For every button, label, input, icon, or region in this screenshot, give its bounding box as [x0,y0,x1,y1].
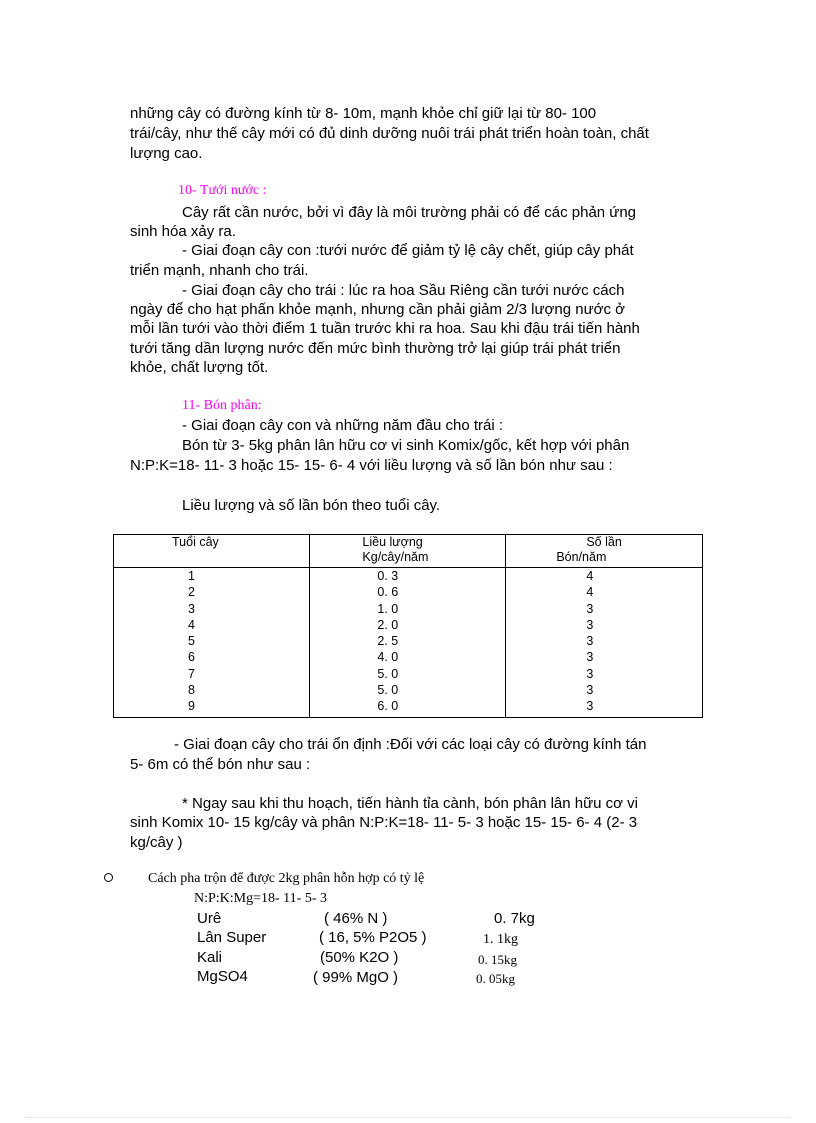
mix-item-amount: 0. 15kg [478,952,517,967]
stable-note-line: kg/cây ) [130,834,183,851]
mix-item-content: ( 99% MgO ) [313,969,399,986]
age-column [114,568,310,718]
table-cell: 4. 0 [377,650,399,665]
section-10-heading: 10- Tưới nước : [178,183,267,198]
section-10-line: Cây rất cần nước, bởi vì đây là môi trường phải có để các phản ứng [182,204,637,221]
stable-note-line: sinh Komix 10- 15 kg/cây và phân N:P:K=18- 11- 5- 3 hoặc 15- 15- 6- 4 (2- 3 [130,814,638,831]
mix-item-name: Lân Super [197,929,267,946]
intro-line-2: trái/cây, như thế cây mới có đủ dinh dưỡng nuôi trái phát triển hoàn toàn, chất [130,125,649,142]
mix-item-name: Kali [197,949,223,966]
header-age: Tuổi cây [114,535,310,568]
table-cell: 2. 5 [377,634,399,649]
table-cell: 5. 0 [377,666,399,681]
section-10-line: tưới tăng dần lượng nước đến mức bình thường trở lại giúp trái phát triển [130,340,621,357]
mix-item-content: ( 16, 5% P2O5 ) [319,929,427,946]
table-cell: 4 [188,617,195,632]
section-10-line: mỗi lần tưới vào thời điểm 1 tuần trước khi ra hoa. Sau khi đậu trái tiến hành [130,320,640,337]
dose-column [310,568,506,718]
section-10-line: sinh hóa xảy ra. [130,223,236,240]
table-cell: 3 [586,617,594,632]
section-10-line: triển mạnh, nhanh cho trái. [130,262,309,279]
table-cell: 0. 3 [377,569,399,583]
section-11-line: Bón từ 3- 5kg phân lân hữu cơ vi sinh Komix/gốc, kết hợp với phân [182,437,630,454]
section-10-line: khỏe, chất lượng tốt. [130,359,269,376]
section-10-line: - Giai đoạn cây con :tưới nước để giảm tỷ lệ cây chết, giúp cây phát [182,242,634,259]
mix-item-amount: 1. 1kg [483,932,518,947]
times-column [506,568,703,718]
section-11-heading: 11- Bón phân: [182,398,262,413]
mix-item-amount: 0. 7kg [494,910,535,927]
fertilizer-table [113,534,703,718]
table-body-row [114,568,703,718]
table-cell: 2 [188,585,195,600]
table-cell: 3 [586,683,594,698]
intro-line-3: lượng cao. [130,145,203,162]
mix-item-amount: 0. 05kg [476,971,515,986]
table-cell: 4 [586,585,594,600]
section-10-line: ngày để cho hạt phấn khỏe mạnh, nhưng cần phải giảm 2/3 lượng nước ở [130,301,625,318]
section-11-line: - Giai đoạn cây con và những năm đầu cho trái : [182,417,504,434]
section-10-line: - Giai đoạn cây cho trái : lúc ra hoa Sầu Riêng cần tưới nước cách [182,282,625,299]
stable-stage-line: - Giai đoạn cây cho trái ổn định :Đối với các loại cây có đường kính tán [174,736,647,753]
table-cell: 3 [586,699,594,714]
mix-item-content: ( 46% N ) [324,910,388,927]
mixing-title: Cách pha trộn để được 2kg phân hỗn hợp có tỷ lệ [148,871,425,886]
table-cell: 3 [586,634,594,649]
stable-note-line: * Ngay sau khi thu hoạch, tiến hành tỉa cành, bón phân lân hữu cơ vi [182,795,639,812]
table-cell: 4 [586,569,594,583]
stable-stage-line: 5- 6m có thể bón như sau : [130,756,311,773]
table-caption: Liều lượng và số lần bón theo tuổi cây. [182,497,441,514]
table-cell: 2. 0 [377,617,399,632]
table-cell: 6. 0 [377,699,399,714]
table-cell: 1 [188,569,195,583]
section-11-line: N:P:K=18- 11- 3 hoặc 15- 15- 6- 4 với liều lượng và số lần bón như sau : [130,457,613,474]
table-cell: 3 [188,601,195,616]
table-cell: 3 [586,650,594,665]
table-cell: 5 [188,634,195,649]
table-cell: 3 [586,666,594,681]
table-cell: 3 [586,601,594,616]
table-cell: 0. 6 [377,585,399,600]
mix-item-content: (50% K2O ) [320,949,399,966]
mix-item-name: MgSO4 [197,968,248,985]
table-cell: 8 [188,683,195,698]
mixing-ratio: N:P:K:Mg=18- 11- 5- 3 [194,891,327,906]
page-bottom-divider [26,1117,790,1118]
mix-item-name: Urê [197,910,222,927]
header-dose: Liều lượng Kg/cây/năm [310,535,506,568]
table-cell: 5. 0 [377,683,399,698]
bullet-circle-icon [104,873,113,882]
table-cell: 1. 0 [377,601,399,616]
table-cell: 7 [188,666,195,681]
intro-line-1: những cây có đường kính từ 8- 10m, mạnh khỏe chỉ giữ lại từ 80- 100 [130,105,597,122]
table-cell: 6 [188,650,195,665]
header-times: Số lần Bón/năm [506,535,703,568]
table-header-row [114,535,703,568]
table-cell: 9 [188,699,195,714]
